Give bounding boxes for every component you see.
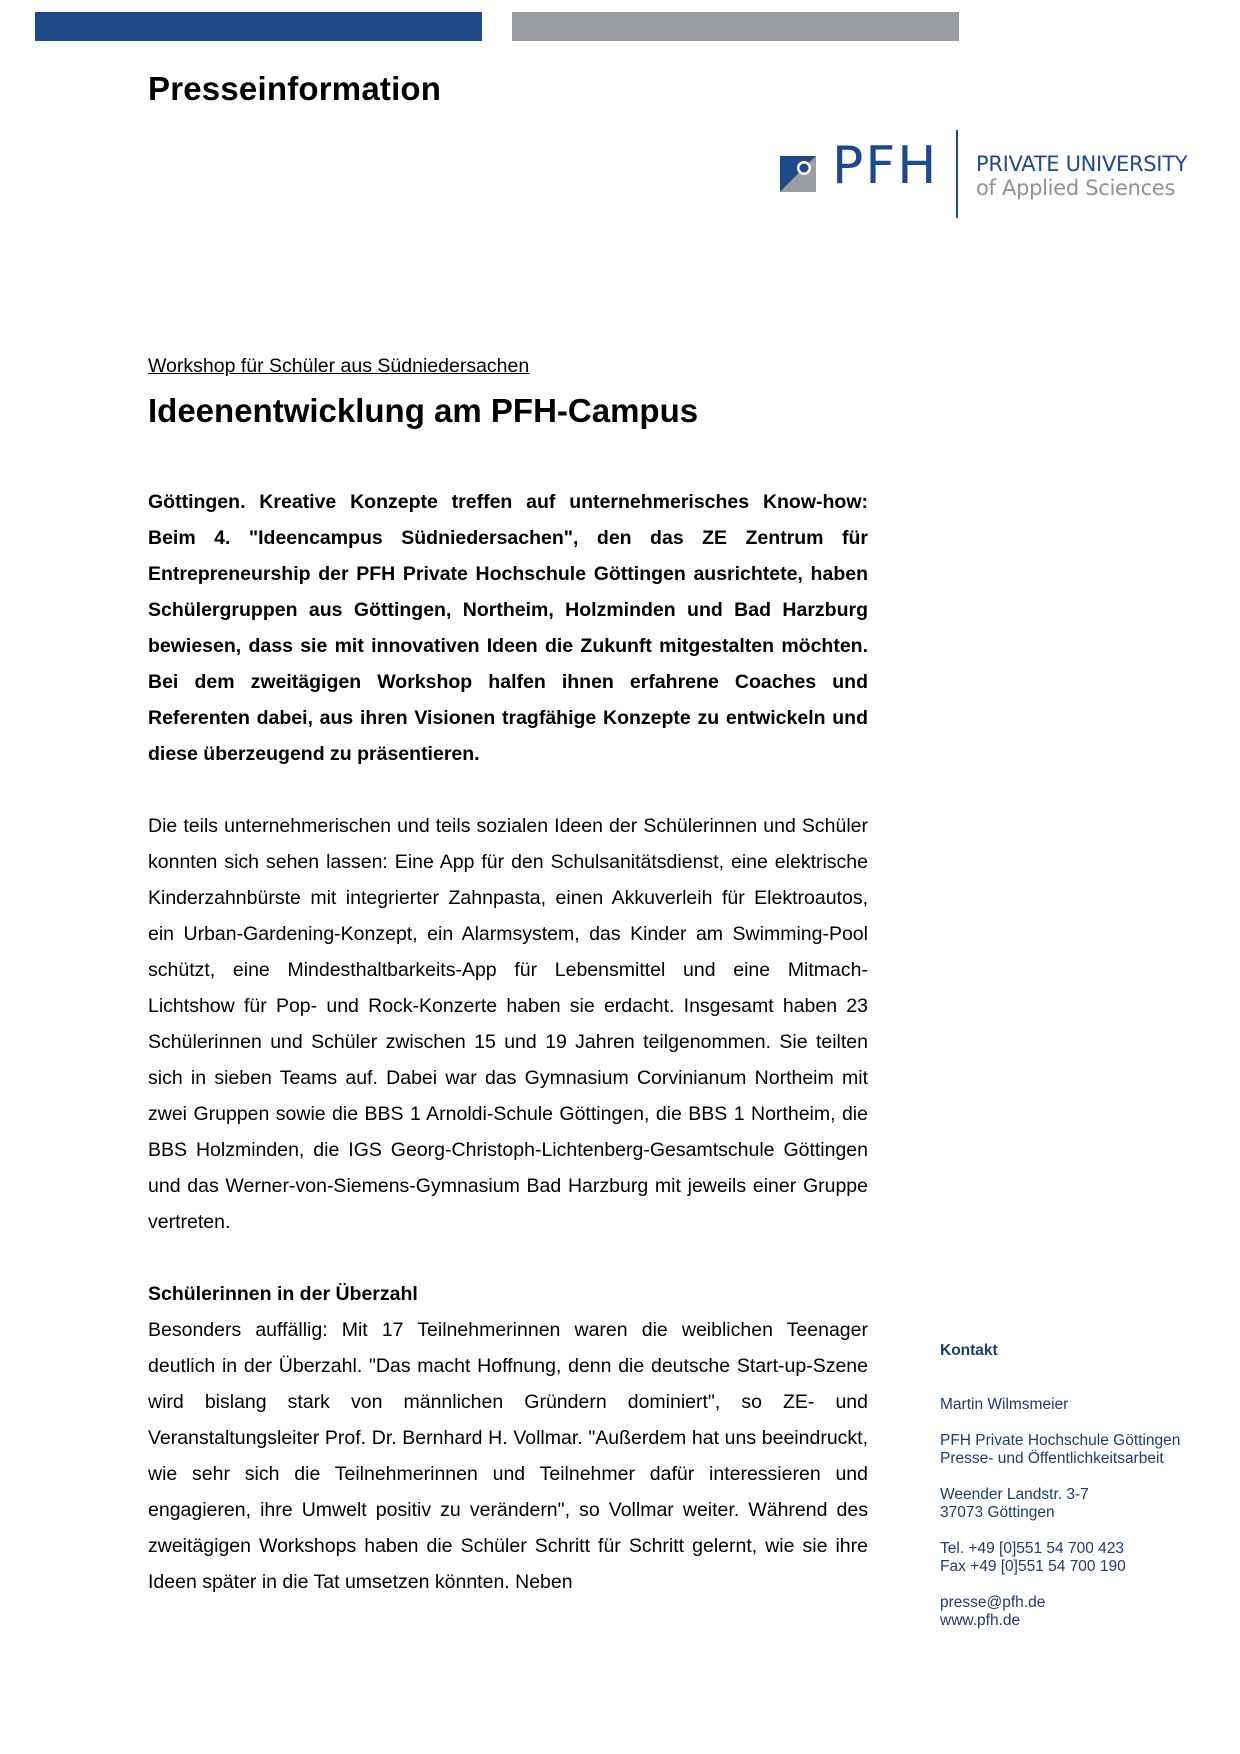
logo-tagline-line1: PRIVATE UNIVERSITY [976,152,1188,176]
contact-heading: Kontakt [940,1342,998,1359]
header-bar-gray [512,12,959,41]
article-body-paragraph-2: Besonders auffällig: Mit 17 Teilnehmerinnen waren die weiblichen Teenager deutlich in der Überzahl. "Das macht Hoffnung, denn die deutsche Start-up-Szene wird bislang stark von männlichen Gründern dominiert", so ZE- und Veranstaltungsleiter Prof. Dr. Bernhard H. Vollmar. "Außerdem hat uns beeindruckt, wie sehr sich die Teilnehmerinnen und Teilnehmer dafür interessieren und engagieren, ihre Umwelt positiv zu verändern", so Vollmar weiter. Während des zweitägigen Workshops haben die Schüler Schritt für Schritt gelernt, wie sie ihre Ideen später in die Tat umsetzen könnten. Neben [148,1319,868,1594]
contact-department: Presse- und Öffentlichkeitsarbeit [940,1450,1164,1467]
contact-email-link[interactable]: presse@pfh.de [940,1594,1046,1611]
article-body-paragraph-1: Die teils unternehmerischen und teils sozialen Ideen der Schülerinnen und Schüler konnten sich sehen lassen: Eine App für den Schulsanitätsdienst, eine elektrische Kinderzahnbürste mit integrierter Zahnpasta, einen Akkuverleih für Elektroautos, ein Urban-Gardening-Konzept, ein Alarmsystem, das Kinder am Swimming-Pool schützt, eine Mindesthaltbarkeits-App für Lebensmittel und eine Mitmach-Lichtshow für Pop- und Rock-Konzerte haben sie erdacht. Insgesamt haben 23 Schülerinnen und Schüler zwischen 15 und 19 Jahren teilgenommen. Sie teilten sich in sieben Teams auf. Dabei war das Gymnasium Corvinianum Northeim mit zwei Gruppen sowie die BBS 1 Arnoldi-Schule Göttingen, die BBS 1 Northeim, die BBS Holzminden, die IGS Georg-Christoph-Lichtenberg-Gesamtschule Göttingen und das Werner-von-Siemens-Gymnasium Bad Harzburg mit jeweils einer Gruppe vertreten. [148,815,868,1234]
contact-phone: Tel. +49 [0]551 54 700 423 [940,1540,1125,1557]
header-bar-blue [35,12,482,41]
contact-name: Martin Wilmsmeier [940,1396,1069,1413]
document-type-title: Presseinformation [148,70,442,107]
contact-box [940,1342,1230,1630]
article-lead-paragraph: Göttingen. Kreative Konzepte treffen auf unternehmerisches Know-how: Beim 4. "Ideencampus Südniedersachen", den das ZE Zentrum für Entrepreneurship der PFH Private Hochschule Göttingen ausrichtete, haben Schülergruppen aus Göttingen, Northeim, Holzminden und Bad Harzburg bewiesen, dass sie mit innovativen Ideen die Zukunft mitgestalten möchten. Bei dem zweitägigen Workshop halfen ihnen erfahrene Coaches und Referenten dabei, aus ihren Visionen tragfähige Konzepte zu entwickeln und diese überzeugend zu präsentieren. [148,491,868,766]
contact-street: Weender Landstr. 3-7 [940,1486,1089,1503]
article-section-heading: Schülerinnen in der Überzahl [148,1283,418,1306]
contact-website-link[interactable]: www.pfh.de [940,1612,1021,1629]
logo-divider [956,130,958,218]
contact-fax: Fax +49 [0]551 54 700 190 [940,1558,1126,1575]
article-headline: Ideenentwicklung am PFH-Campus [148,392,699,430]
contact-organization: PFH Private Hochschule Göttingen [940,1432,1181,1449]
logo-tagline-line2: of Applied Sciences [976,176,1176,200]
contact-city: 37073 Göttingen [940,1504,1055,1521]
logo-mark-icon [780,156,816,192]
article [148,355,868,1600]
logo-abbreviation: PFH [832,136,939,196]
pfh-logo [780,130,1188,220]
article-subheadline: Workshop für Schüler aus Südniedersachen [148,355,530,377]
